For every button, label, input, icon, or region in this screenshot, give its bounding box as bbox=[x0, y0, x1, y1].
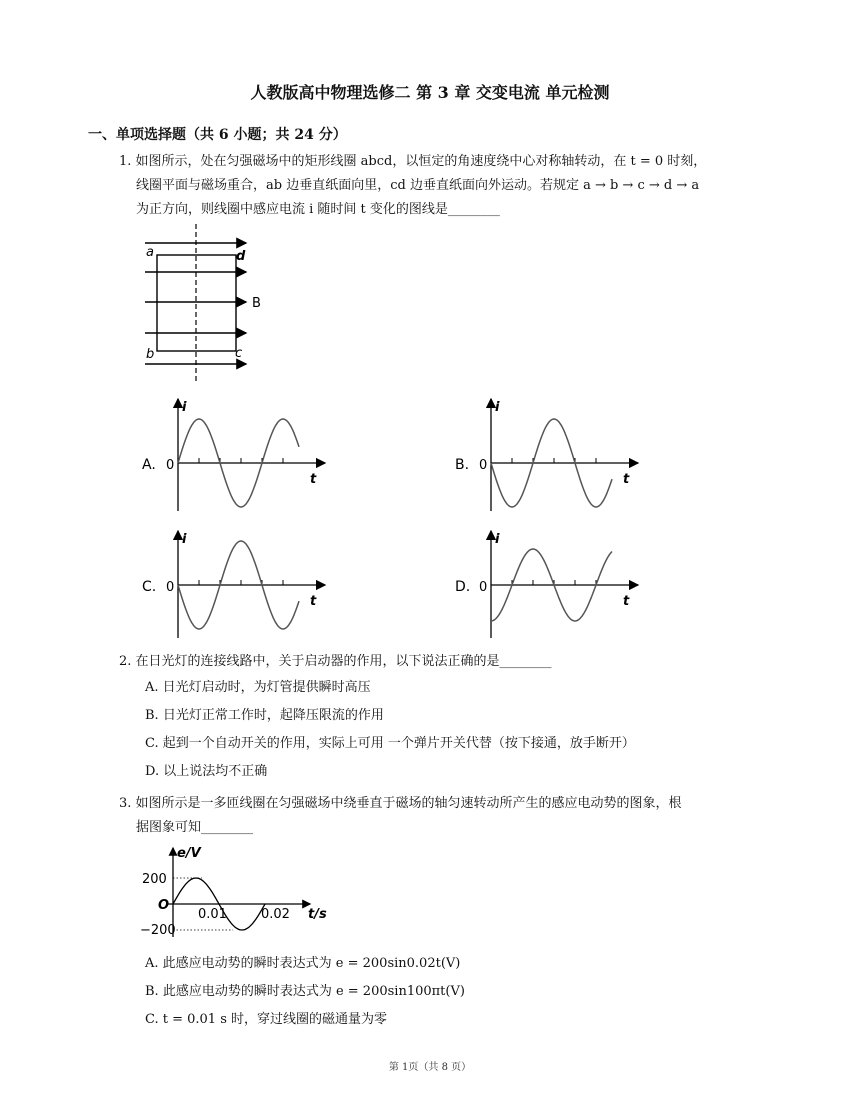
emf-graph bbox=[140, 842, 340, 942]
label-c: c bbox=[235, 346, 243, 361]
emf-x2: 0.02 bbox=[261, 907, 290, 922]
option-letter: B. bbox=[455, 457, 470, 473]
option-letter: A. bbox=[142, 457, 156, 473]
origin-label: 0 bbox=[479, 458, 488, 473]
label-b: b bbox=[146, 347, 155, 362]
t-axis-label: t bbox=[310, 594, 317, 609]
page-footer: 第 1页（共 8 页） bbox=[388, 1062, 472, 1073]
i-axis-label: i bbox=[495, 400, 500, 415]
origin-label: 0 bbox=[166, 580, 175, 595]
option-graph-B[interactable] bbox=[453, 395, 653, 515]
option-letter: C. bbox=[142, 579, 157, 595]
question-2-option-c[interactable]: C. 起到一个自动开关的作用，实际上可用 一个弹片开关代替（按下接通，放手断开） bbox=[145, 736, 635, 751]
section-heading: 一、单项选择题（共 6 小题；共 24 分） bbox=[88, 127, 347, 143]
question-3-option-a[interactable]: A. 此感应电动势的瞬时表达式为 e = 200sin0.02t(V) bbox=[145, 956, 461, 971]
coil-field-figure bbox=[140, 222, 280, 384]
origin-label: 0 bbox=[166, 458, 175, 473]
t-axis-label: t bbox=[310, 472, 317, 487]
question-2-option-a[interactable]: A. 日光灯启动时，为灯管提供瞬时高压 bbox=[145, 680, 371, 695]
i-axis-label: i bbox=[182, 532, 187, 547]
emf-x1: 0.01 bbox=[198, 907, 227, 922]
origin-label: 0 bbox=[479, 580, 488, 595]
label-field-B: B bbox=[252, 296, 261, 311]
t-axis-label: t bbox=[623, 472, 630, 487]
i-axis-label: i bbox=[495, 532, 500, 547]
emf-y-pos: 200 bbox=[142, 872, 167, 887]
question-2-stem: 2. 在日光灯的连接线路中，关于启动器的作用，以下说法正确的是________ bbox=[119, 654, 552, 669]
i-axis-label: i bbox=[182, 400, 187, 415]
emf-xlabel: t/s bbox=[308, 907, 327, 922]
question-1-line-2: 线圈平面与磁场重合，ab 边垂直纸面向里，cd 边垂直纸面向外运动。若规定 a → b → c → d → a bbox=[136, 178, 700, 193]
page-title: 人教版高中物理选修二 第 3 章 交变电流 单元检测 bbox=[250, 83, 610, 102]
question-2-option-b[interactable]: B. 日光灯正常工作时，起降压限流的作用 bbox=[145, 708, 384, 723]
t-axis-label: t bbox=[623, 594, 630, 609]
option-graph-D[interactable] bbox=[453, 527, 653, 642]
emf-origin: O bbox=[158, 898, 170, 913]
option-graph-C[interactable] bbox=[140, 527, 340, 642]
question-3-option-b[interactable]: B. 此感应电动势的瞬时表达式为 e = 200sin100πt(V) bbox=[145, 984, 465, 999]
question-1-line-1: 1. 如图所示，处在匀强磁场中的矩形线圈 abcd，以恒定的角速度绕中心对称轴转动，在 t = 0 时刻， bbox=[119, 154, 707, 169]
question-3-option-c[interactable]: C. t = 0.01 s 时，穿过线圈的磁通量为零 bbox=[145, 1012, 388, 1027]
label-a: a bbox=[146, 245, 154, 260]
question-1-line-3: 为正方向，则线圈中感应电流 i 随时间 t 变化的图线是________ bbox=[136, 202, 500, 217]
emf-y-neg: −200 bbox=[140, 923, 176, 938]
option-letter: D. bbox=[455, 579, 471, 595]
emf-ylabel: e/V bbox=[177, 846, 201, 861]
label-d: d bbox=[236, 249, 246, 264]
option-graph-A[interactable] bbox=[140, 395, 340, 515]
question-2-option-d[interactable]: D. 以上说法均不正确 bbox=[145, 764, 268, 779]
question-3-line-1: 3. 如图所示是一多匝线圈在匀强磁场中绕垂直于磁场的轴匀速转动所产生的感应电动势的图象，根 bbox=[119, 796, 682, 811]
question-3-line-2: 据图象可知________ bbox=[136, 820, 254, 835]
